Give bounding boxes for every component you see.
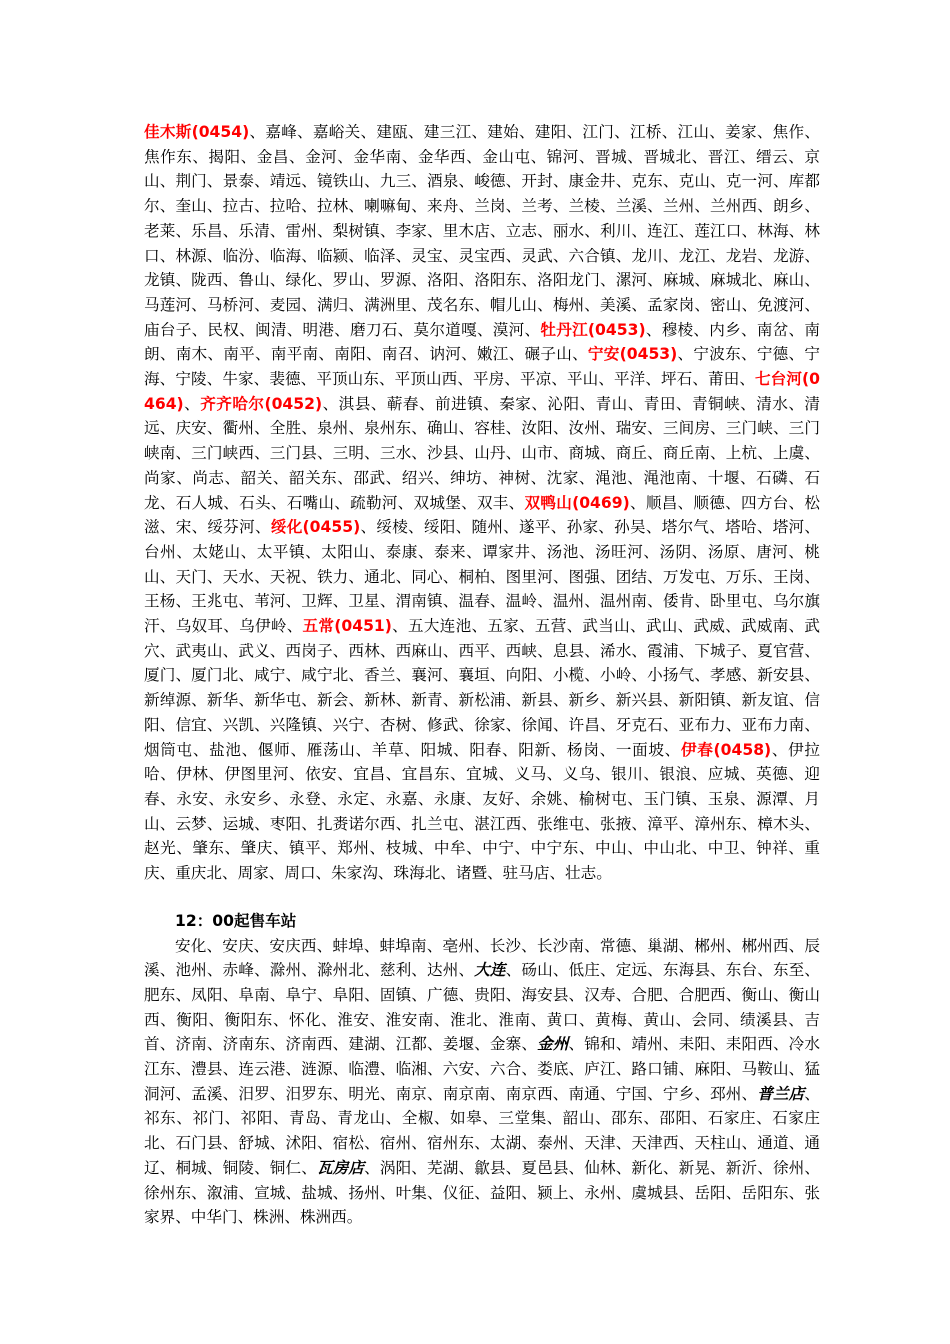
station-list-text: 、锦和、靖州、耒阳、耒阳西、冷水江东、澧县、连云港、涟源、临澧、临湘、六安、六合、娄底、庐江、路口铺、麻阳、马鞍山、猛洞河、孟溪、汨罗、汨罗东、明光、南京、南京南、南京西、南通、宁国、宁乡、邳州、	[144, 1035, 820, 1103]
highlighted-station-code: 佳木斯(0454)	[144, 123, 250, 141]
highlighted-station-code: 绥化(0455)	[270, 518, 361, 537]
emphasized-station: 大连	[474, 961, 506, 980]
station-list-text: 、五大连池、五家、五营、武当山、武山、武威、武威南、武穴、武夷山、武义、西岗子、西林、西麻山、西平、西峡、息县、浠水、霞浦、下城子、夏官营、厦门、厦门北、咸宁、咸宁北、香兰、襄河、襄垣、向阳、小榄、小岭、小扬气、孝感、新安县、新绰源、新华、新华屯、新会、新林、新青、新松浦、新县、新乡、新兴县、新阳镇、新友谊、信阳、信宜、兴凯、兴隆镇、兴宁、杏树、修武、徐家、徐闻、许昌、牙克石、亚布力、亚布力南、烟筒屯、盐池、偃师、雁荡山、羊草、阳城、阳春、阳新、杨岗、一面坡、	[144, 617, 820, 759]
document-content	[144, 120, 820, 1230]
station-list-paragraph-2	[144, 934, 820, 1230]
station-list-text: 安化、安庆、安庆西、蚌埠、蚌埠南、亳州、长沙、长沙南、常德、巢湖、郴州、郴州西、辰溪、池州、赤峰、滁州、滁州北、慈利、达州、	[144, 936, 820, 980]
highlighted-station-code: 双鸭山(0469)	[524, 493, 630, 512]
emphasized-station: 普兰店	[757, 1084, 805, 1103]
station-list-text: 、涡阳、芜湖、歙县、夏邑县、仙林、新化、新晃、新沂、徐州、徐州东、溆浦、宣城、盐城、扬州、叶集、仪征、益阳、颍上、永州、虞城县、岳阳、岳阳东、张家界、中华门、株洲、株洲西。	[144, 1158, 820, 1227]
highlighted-station-code: 牡丹江(0453)	[540, 320, 646, 339]
station-list-paragraph-1	[144, 120, 820, 886]
highlighted-station-code: 宁安(0453)	[587, 345, 678, 364]
emphasized-station: 瓦房店	[316, 1158, 365, 1177]
section-heading-1200: 12：00起售车站	[175, 911, 297, 930]
station-list-text: 、顺昌、顺德、四方台、松滋、宋、绥芬河、	[144, 493, 820, 537]
highlighted-station-code: 七台河(0464)	[144, 370, 820, 413]
highlighted-station-code: 五常(0451)	[302, 617, 392, 636]
station-list-text: 、宁波东、宁德、宁海、宁陵、牛家、裴德、平顶山东、平顶山西、平房、平凉、平山、平洋、坪石、莆田、	[144, 345, 820, 389]
station-list-text: 、祁东、祁门、祁阳、青岛、青龙山、全椒、如皋、三堂集、韶山、邵东、邵阳、石家庄、石家庄北、石门县、舒城、沭阳、宿松、宿州、宿州东、太湖、泰州、天津、天津西、天柱山、通道、通辽、桐城、铜陵、铜仁、	[144, 1084, 820, 1177]
highlighted-station-code: 齐齐哈尔(0452)	[200, 394, 323, 413]
station-list-text: 、穆棱、内乡、南岔、南朗、南木、南平、南平南、南阳、南召、讷河、嫩江、碾子山、	[144, 320, 820, 364]
station-list-text: 、嘉峰、嘉峪关、建瓯、建三江、建始、建阳、江门、江桥、江山、姜家、焦作、焦作东、揭阳、金昌、金河、金华南、金华西、金山屯、锦河、晋城、晋城北、晋江、缙云、京山、荆门、景泰、靖远、镜铁山、九三、酒泉、峻德、开封、康金井、克东、克山、克一河、库都尔、奎山、拉古、拉哈、拉林、喇嘛甸、来舟、兰岗、兰考、兰棱、兰溪、兰州、兰州西、朗乡、老莱、乐昌、乐清、雷州、梨树镇、李家、里木店、立志、丽水、利川、连江、莲江口、林海、林口、林源、临汾、临海、临颍、临泽、灵宝、灵宝西、灵武、六合镇、龙川、龙江、龙岩、龙游、龙镇、陇西、鲁山、绿化、罗山、罗源、洛阳、洛阳东、洛阳龙门、漯河、麻城、麻城北、麻山、马莲河、马桥河、麦园、满归、满洲里、茂名东、帽儿山、梅州、美溪、孟家岗、密山、免渡河、庙台子、民权、闽清、明港、磨刀石、莫尔道嘎、漠河、	[144, 123, 820, 339]
station-list-text: 、砀山、低庄、定远、东海县、东台、东至、肥东、凤阳、阜南、阜宁、阜阳、固镇、广德、贵阳、海安县、汉寿、合肥、合肥西、衡山、衡山西、衡阳、衡阳东、怀化、淮安、淮安南、淮北、淮南、黄口、黄梅、黄山、会同、绩溪县、吉首、济南、济南东、济南西、建湖、江都、姜堰、金寨、	[144, 961, 820, 1054]
station-list-text: 、淇县、蕲春、前进镇、秦家、沁阳、青山、青田、青铜峡、清水、清远、庆安、衢州、全胜、泉州、泉州东、确山、容桂、汝阳、汝州、瑞安、三间房、三门峡、三门峡南、三门峡西、三门县、三明、三水、沙县、山丹、山市、商城、商丘、商丘南、上杭、上虞、尚家、尚志、韶关、韶关东、邵武、绍兴、绅坊、神树、沈家、渑池、渑池南、十堰、石磷、石龙、石人城、石头、石嘴山、疏勒河、双城堡、双丰、	[144, 394, 820, 512]
station-list-text: 、	[183, 394, 201, 413]
station-list-text: 、绥棱、绥阳、随州、遂平、孙家、孙吴、塔尔气、塔哈、塔河、台州、太姥山、太平镇、太阳山、泰康、泰来、谭家井、汤池、汤旺河、汤阴、汤原、唐河、桃山、天门、天水、天祝、铁力、通北、同心、桐柏、图里河、图强、团结、万发屯、万乐、王岗、王杨、王兆屯、苇河、卫辉、卫星、渭南镇、温春、温岭、温州、温州南、倭肯、卧里屯、乌尔旗汗、乌奴耳、乌伊岭、	[144, 518, 820, 636]
station-list-text: 、伊拉哈、伊林、伊图里河、依安、宜昌、宜昌东、宜城、义马、义乌、银川、银浪、应城、英德、迎春、永安、永安乡、永登、永定、永嘉、永康、友好、余姚、榆树屯、玉门镇、玉泉、源潭、月山、云梦、运城、枣阳、扎赉诺尔西、扎兰屯、湛江西、张维屯、张掖、漳平、漳州东、樟木头、赵光、肇东、肇庆、镇平、郑州、枝城、中牟、中宁、中宁东、中山、中山北、中卫、钟祥、重庆、重庆北、周家、周口、朱家沟、珠海北、诸暨、驻马店、壮志。	[144, 740, 820, 883]
highlighted-station-code: 伊春(0458)	[680, 740, 772, 759]
emphasized-station: 金州	[537, 1035, 569, 1054]
